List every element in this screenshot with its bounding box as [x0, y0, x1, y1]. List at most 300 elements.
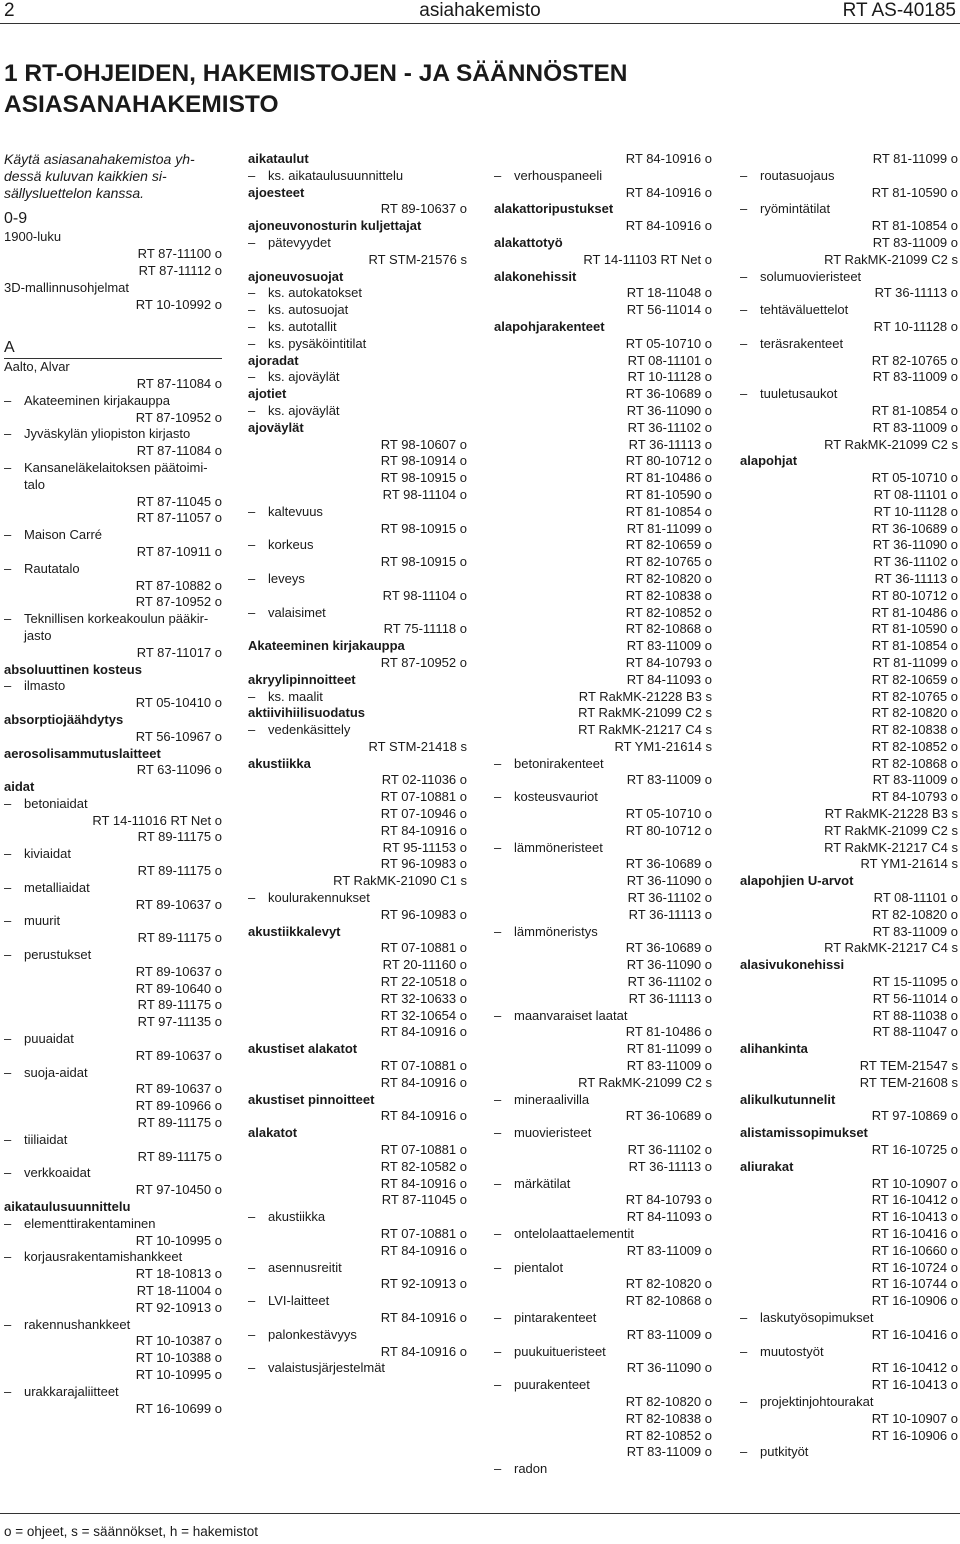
- index-heading: alihankinta: [740, 1041, 808, 1057]
- reference-code: RT 84-10916 o: [380, 1175, 467, 1191]
- reference-code: RT 36-11090 o: [872, 537, 958, 553]
- index-heading: ajoneuvonosturin kuljettajat: [248, 218, 422, 234]
- reference-code: RT 81-10590 o: [871, 621, 958, 637]
- reference-code: RT 36-11113 o: [628, 906, 712, 922]
- reference-code: RT TEM-21608 s: [859, 1074, 958, 1090]
- index-heading: absoluuttinen kosteus: [4, 661, 142, 677]
- intro-text: sällysluettelon kanssa.: [4, 184, 145, 201]
- index-heading: alikulkutunnelit: [740, 1091, 836, 1107]
- index-subentry: – metalliaidat: [4, 880, 222, 897]
- reference-code: RT 22-10518 o: [380, 974, 467, 990]
- reference-code: RT RakMK-21217 C4 s: [578, 722, 712, 738]
- reference-code: RT 83-11009 o: [626, 772, 712, 788]
- reference-code: RT 89-10637 o: [135, 963, 222, 979]
- reference-code: RT 84-10916 o: [380, 1343, 467, 1359]
- index-subentry: – lämmöneristys: [494, 924, 712, 941]
- reference-code: RT 36-10689 o: [625, 1108, 712, 1124]
- index-subentry: – perustukset: [4, 947, 222, 964]
- index-subentry: – palonkestävyys: [248, 1327, 467, 1344]
- reference-code: RT 84-10793 o: [871, 789, 958, 805]
- index-subentry: – kosteusvauriot: [494, 789, 712, 806]
- reference-code: RT 81-10854 o: [871, 638, 958, 654]
- reference-code: RT 36-11090 o: [626, 873, 712, 889]
- index-heading: alakonehissit: [494, 268, 577, 284]
- reference-code: RT 82-10852 o: [625, 604, 712, 620]
- reference-code: RT 82-10852 o: [871, 738, 958, 754]
- reference-code: RT 89-10640 o: [135, 980, 222, 996]
- reference-code: RT 81-10590 o: [871, 184, 958, 200]
- reference-code: RT RakMK-21099 C2 s: [824, 822, 958, 838]
- reference-code: RT 56-10967 o: [135, 728, 222, 744]
- index-subentry: – suoja-aidat: [4, 1065, 222, 1082]
- reference-code: RT 36-11090 o: [626, 1360, 712, 1376]
- reference-code: RT 87-11112 o: [138, 262, 222, 278]
- reference-code: RT 10-11128 o: [873, 318, 958, 334]
- index-heading: alakattotyö: [494, 234, 563, 250]
- index-heading: akustiikka: [248, 755, 311, 771]
- index-heading: ajotiet: [248, 386, 287, 402]
- index-subentry: – laskutyösopimukset: [740, 1310, 958, 1327]
- reference-code: RT 07-10881 o: [380, 1058, 467, 1074]
- reference-code: RT 81-10486 o: [625, 470, 712, 486]
- reference-code: RT 82-10659 o: [871, 671, 958, 687]
- reference-code: RT 84-11093 o: [626, 671, 712, 687]
- reference-code: RT 84-11093 o: [626, 1209, 712, 1225]
- reference-code: RT 08-11101 o: [627, 352, 712, 368]
- reference-code: RT 15-11095 o: [872, 974, 958, 990]
- index-subentry: – tehtäväluettelot: [740, 302, 958, 319]
- reference-code: RT RakMK-21217 C4 s: [824, 839, 958, 855]
- index-continuation: jasto: [24, 627, 52, 643]
- index-heading: absorptiojäähdytys: [4, 711, 124, 727]
- reference-code: RT 16-10660 o: [871, 1242, 958, 1258]
- index-subentry: – ks. autotallit: [248, 319, 467, 336]
- index-subentry: – betoniaidat: [4, 796, 222, 813]
- reference-code: RT 16-10416 o: [871, 1326, 958, 1342]
- reference-code: RT 18-11048 o: [626, 285, 712, 301]
- reference-code: RT 82-10765 o: [625, 554, 712, 570]
- reference-code: RT 81-11099 o: [626, 1041, 712, 1057]
- reference-code: RT 89-11175 o: [137, 997, 222, 1013]
- document-code: RT AS-40185: [842, 0, 956, 21]
- reference-code: RT YM1-21614 s: [614, 738, 712, 754]
- reference-code: RT 87-11017 o: [136, 644, 222, 660]
- index-heading: alakatot: [248, 1125, 298, 1141]
- reference-code: RT 63-11096 o: [136, 762, 222, 778]
- reference-code: RT 18-11004 o: [136, 1283, 222, 1298]
- title-line: ASIASANAHAKEMISTO: [4, 91, 279, 118]
- reference-code: RT 36-11113 o: [874, 285, 958, 301]
- reference-code: RT 98-11104 o: [382, 486, 467, 502]
- reference-code: RT 82-10838 o: [625, 1410, 712, 1426]
- reference-code: RT 16-10413 o: [871, 1209, 958, 1225]
- reference-code: RT STM-21418 s: [368, 738, 467, 754]
- intro-text: dessä kuluvan kaikkien si-: [4, 167, 167, 184]
- index-heading: aktiivihiilisuodatus: [248, 705, 366, 721]
- index-subentry: – ks. autosuojat: [248, 302, 467, 319]
- reference-code: RT 87-11084 o: [136, 375, 222, 391]
- reference-code: RT 92-10913 o: [380, 1276, 467, 1292]
- index-subentry: – ks. maalit: [248, 689, 467, 706]
- reference-code: RT 10-10907 o: [871, 1410, 958, 1426]
- reference-code: RT 82-10852 o: [625, 1427, 712, 1443]
- reference-code: RT 36-11113 o: [628, 990, 712, 1006]
- footer-rule: [0, 1513, 960, 1514]
- index-column-2: [248, 151, 467, 1377]
- reference-code: RT 14-11016 RT Net o: [92, 812, 222, 828]
- index-column-4: [740, 151, 958, 1461]
- index-subentry: – putkityöt: [740, 1444, 958, 1461]
- reference-code: RT 87-10911 o: [136, 543, 222, 559]
- reference-code: RT 98-10607 o: [380, 436, 467, 452]
- reference-code: RT 96-10983 o: [380, 906, 467, 922]
- index-heading: akustiset alakatot: [248, 1041, 358, 1057]
- reference-code: RT 84-10793 o: [625, 1192, 712, 1208]
- reference-code: RT 82-10582 o: [380, 1158, 467, 1174]
- reference-code: RT 87-11100 o: [137, 246, 222, 262]
- reference-code: RT 16-10724 o: [871, 1259, 958, 1275]
- index-heading: alapohjat: [740, 453, 798, 469]
- index-subentry: – radon: [494, 1461, 712, 1478]
- reference-code: RT 16-10412 o: [871, 1360, 958, 1376]
- index-subentry: – puukuitueristeet: [494, 1344, 712, 1361]
- index-subentry: – leveys: [248, 571, 467, 588]
- reference-code: RT 89-11175 o: [137, 1115, 222, 1131]
- index-subentry: – kaltevuus: [248, 504, 467, 521]
- reference-code: RT 36-11102 o: [627, 1142, 712, 1158]
- reference-code: RT 83-11009 o: [626, 1326, 712, 1342]
- index-heading: alapohjarakenteet: [494, 318, 605, 334]
- index-subentry: – ryömintätilat: [740, 201, 958, 218]
- index-subentry: – betonirakenteet: [494, 756, 712, 773]
- reference-code: RT 83-11009 o: [626, 1058, 712, 1074]
- reference-code: RT 36-11090 o: [626, 957, 712, 973]
- index-subentry: – ks. ajoväylät: [248, 369, 467, 386]
- index-heading: aerosolisammutuslaitteet: [4, 745, 161, 761]
- index-heading: aidat: [4, 779, 35, 795]
- reference-code: RT 87-11045 o: [136, 493, 222, 509]
- index-heading: alapohjien U-arvot: [740, 873, 854, 889]
- reference-code: RT 81-11099 o: [626, 520, 712, 536]
- index-subentry: – ks. ajoväylät: [248, 403, 467, 420]
- reference-code: RT 07-10946 o: [380, 806, 467, 822]
- index-subentry: – ks. pysäköintitilat: [248, 336, 467, 353]
- reference-code: RT 89-11175 o: [137, 829, 222, 845]
- reference-code: RT 82-10838 o: [625, 587, 712, 603]
- reference-code: RT 80-10712 o: [625, 453, 712, 469]
- index-heading: alistamissopimukset: [740, 1125, 868, 1141]
- reference-code: RT 10-11128 o: [627, 369, 712, 385]
- index-subentry: – muurit: [4, 913, 222, 930]
- reference-code: RT 56-11014 o: [872, 990, 958, 1006]
- reference-code: RT 89-10966 o: [135, 1098, 222, 1114]
- reference-code: RT RakMK-21099 C2 s: [578, 705, 712, 721]
- reference-code: RT 96-10983 o: [380, 856, 467, 872]
- intro-text: Käytä asiasanahakemistoa yh-: [4, 151, 195, 167]
- page-header: [0, 0, 960, 22]
- reference-code: RT 82-10820 o: [871, 906, 958, 922]
- reference-code: RT 83-11009 o: [872, 369, 958, 385]
- reference-code: RT 89-10637 o: [135, 1081, 222, 1097]
- index-heading: ajoväylät: [248, 419, 304, 435]
- page-title: [4, 58, 627, 120]
- reference-code: RT 84-10916 o: [625, 218, 712, 234]
- index-subentry: – ilmasto: [4, 678, 222, 695]
- reference-code: RT 36-11102 o: [627, 974, 712, 990]
- index-continuation: talo: [24, 476, 45, 492]
- reference-code: RT 80-10712 o: [625, 822, 712, 838]
- index-heading: aikataulusuunnittelu: [4, 1199, 131, 1215]
- reference-code: RT 08-11101 o: [873, 890, 958, 906]
- index-heading: aliurakat: [740, 1158, 794, 1174]
- reference-code: RT 07-10881 o: [380, 940, 467, 956]
- reference-code: RT 81-11099 o: [872, 151, 958, 166]
- reference-code: RT 16-10412 o: [871, 1192, 958, 1208]
- reference-code: RT 16-10725 o: [871, 1142, 958, 1158]
- header-section-title: asiahakemisto: [419, 0, 541, 21]
- reference-code: RT 82-10820 o: [625, 570, 712, 586]
- index-heading: Akateeminen kirjakauppa: [248, 638, 405, 654]
- reference-code: RT 05-10710 o: [625, 806, 712, 822]
- reference-code: RT 98-11104 o: [382, 587, 467, 603]
- reference-code: RT 83-11009 o: [626, 1444, 712, 1460]
- reference-code: RT 81-10590 o: [625, 486, 712, 502]
- reference-code: RT 05-10410 o: [135, 695, 222, 711]
- index-heading: 3D-mallinnusohjelmat: [4, 279, 129, 295]
- reference-code: RT 36-11102 o: [627, 890, 712, 906]
- reference-code: RT 87-10952 o: [380, 654, 467, 670]
- reference-code: RT 16-10413 o: [871, 1377, 958, 1393]
- reference-code: RT 88-11047 o: [872, 1024, 958, 1040]
- reference-code: RT 10-10387 o: [135, 1333, 222, 1349]
- reference-code: RT 84-10916 o: [380, 1242, 467, 1258]
- index-subentry: – teräsrakenteet: [740, 336, 958, 353]
- index-subentry: – solumuovieristeet: [740, 269, 958, 286]
- reference-code: RT 32-10633 o: [380, 990, 467, 1006]
- index-subentry: – maanvaraiset laatat: [494, 1008, 712, 1025]
- reference-code: RT 16-10416 o: [871, 1226, 958, 1241]
- reference-code: RT 89-11175 o: [137, 863, 222, 879]
- reference-code: RT 82-10765 o: [871, 352, 958, 368]
- reference-code: RT STM-21576 s: [368, 251, 467, 267]
- reference-code: RT 82-10765 o: [871, 688, 958, 704]
- reference-code: RT 81-10854 o: [871, 218, 958, 234]
- legend-footnote: o = ohjeet, s = säännökset, h = hakemistot: [4, 1524, 259, 1539]
- reference-code: RT 92-10913 o: [135, 1299, 222, 1315]
- reference-code: RT 84-10793 o: [625, 654, 712, 670]
- reference-code: RT 97-10450 o: [135, 1182, 222, 1198]
- spacer: [4, 313, 222, 330]
- reference-code: RT 16-10699 o: [135, 1400, 222, 1416]
- reference-code: RT 82-10868 o: [625, 621, 712, 637]
- index-subentry: – pintarakenteet: [494, 1310, 712, 1327]
- reference-code: RT 82-10838 o: [871, 722, 958, 738]
- reference-code: RT 81-10854 o: [625, 503, 712, 519]
- reference-code: RT YM1-21614 s: [860, 856, 958, 872]
- page-number: 2: [4, 0, 15, 21]
- reference-code: RT 83-11009 o: [872, 234, 958, 250]
- index-subentry: – Akateeminen kirjakauppa: [4, 393, 222, 410]
- index-heading: ajoradat: [248, 352, 299, 368]
- reference-code: RT RakMK-21228 B3 s: [578, 688, 712, 704]
- reference-code: RT 84-10916 o: [380, 1108, 467, 1124]
- reference-code: RT 89-10637 o: [135, 1047, 222, 1063]
- index-subentry: – koulurakennukset: [248, 890, 467, 907]
- reference-code: RT 36-10689 o: [625, 856, 712, 872]
- reference-code: RT 83-11009 o: [872, 923, 958, 939]
- reference-code: RT 36-10689 o: [625, 386, 712, 402]
- reference-code: RT 10-10992 o: [135, 296, 222, 312]
- header-rule: [0, 23, 960, 24]
- reference-code: RT 87-11084 o: [136, 443, 222, 459]
- title-line: 1 RT-OHJEIDEN, HAKEMISTOJEN - JA SÄÄNNÖSTEN: [4, 60, 628, 87]
- reference-code: RT RakMK-21099 C2 s: [824, 251, 958, 267]
- reference-code: RT 07-10881 o: [380, 1226, 467, 1241]
- index-subentry: – pientalot: [494, 1260, 712, 1277]
- reference-code: RT 16-10906 o: [871, 1427, 958, 1443]
- reference-code: RT 14-11103 RT Net o: [583, 251, 712, 267]
- index-subentry: – Maison Carré: [4, 527, 222, 544]
- section-letter: A: [4, 330, 222, 359]
- index-heading: akryylipinnoitteet: [248, 671, 356, 687]
- index-subentry: – muovieristeet: [494, 1125, 712, 1142]
- reference-code: RT 10-11128 o: [873, 503, 958, 519]
- index-subentry: – puurakenteet: [494, 1377, 712, 1394]
- reference-code: RT 32-10654 o: [380, 1007, 467, 1023]
- reference-code: RT 36-11090 o: [626, 402, 712, 418]
- index-heading: ajoneuvosuojat: [248, 268, 344, 284]
- reference-code: RT 36-11113 o: [874, 570, 958, 586]
- reference-code: RT 20-11160 o: [382, 957, 467, 973]
- index-subentry: – Rautatalo: [4, 561, 222, 578]
- index-subentry: – verkkoaidat: [4, 1165, 222, 1182]
- section-letter: 0-9: [4, 210, 28, 228]
- reference-code: RT 98-10915 o: [380, 520, 467, 536]
- reference-code: RT 89-10637 o: [135, 896, 222, 912]
- index-subentry: – routasuojaus: [740, 168, 958, 185]
- reference-code: RT 87-10952 o: [135, 594, 222, 610]
- reference-code: RT 18-10813 o: [135, 1266, 222, 1282]
- index-subentry: – asennusreitit: [248, 1260, 467, 1277]
- reference-code: RT 84-10916 o: [625, 184, 712, 200]
- reference-code: RT RakMK-21090 C1 s: [333, 873, 467, 889]
- reference-code: RT 82-10820 o: [625, 1276, 712, 1292]
- index-heading: alakattoripustukset: [494, 201, 614, 217]
- index-subentry: – muutostyöt: [740, 1344, 958, 1361]
- reference-code: RT 36-11102 o: [627, 419, 712, 435]
- reference-code: RT 36-11113 o: [628, 436, 712, 452]
- index-subentry: – kiviaidat: [4, 846, 222, 863]
- reference-code: RT TEM-21547 s: [859, 1058, 958, 1074]
- reference-code: RT 36-10689 o: [871, 520, 958, 536]
- reference-code: RT 16-10744 o: [871, 1276, 958, 1292]
- reference-code: RT 84-10916 o: [625, 151, 712, 166]
- reference-code: RT 83-11009 o: [872, 772, 958, 788]
- index-column-1: [4, 151, 222, 1417]
- reference-code: RT 10-10995 o: [135, 1366, 222, 1382]
- reference-code: RT 07-10881 o: [380, 1142, 467, 1158]
- reference-code: RT 87-10952 o: [135, 409, 222, 425]
- reference-code: RT 36-10689 o: [625, 940, 712, 956]
- reference-code: RT 98-10914 o: [380, 453, 467, 469]
- index-subentry: – akustiikka: [248, 1209, 467, 1226]
- reference-code: RT 81-11099 o: [872, 654, 958, 670]
- reference-code: RT 82-10820 o: [871, 705, 958, 721]
- index-subentry: – mineraalivilla: [494, 1092, 712, 1109]
- index-heading: akustiset pinnoitteet: [248, 1091, 375, 1107]
- index-subentry: – puuaidat: [4, 1031, 222, 1048]
- reference-code: RT 97-11135 o: [137, 1014, 222, 1030]
- reference-code: RT RakMK-21099 C2 s: [824, 436, 958, 452]
- reference-code: RT 95-11153 o: [382, 839, 467, 855]
- index-subentry: – Kansaneläkelaitoksen päätoimi-: [4, 460, 222, 477]
- reference-code: RT 87-11057 o: [136, 510, 222, 526]
- reference-code: RT RakMK-21099 C2 s: [578, 1074, 712, 1090]
- index-column-3: [494, 151, 712, 1478]
- reference-code: RT 36-11113 o: [628, 1158, 712, 1174]
- reference-code: RT RakMK-21228 B3 s: [824, 806, 958, 822]
- index-subentry: – tuuletusaukot: [740, 386, 958, 403]
- index-subentry: – korjausrakentamishankkeet: [4, 1249, 222, 1266]
- index-heading: 1900-luku: [4, 229, 62, 245]
- reference-code: RT 81-10486 o: [871, 604, 958, 620]
- index-subentry: – valaistusjärjestelmät: [248, 1360, 467, 1377]
- reference-code: RT 89-11175 o: [137, 1148, 222, 1164]
- reference-code: RT 89-11175 o: [137, 930, 222, 946]
- reference-code: RT 02-11036 o: [381, 772, 467, 788]
- reference-code: RT 84-10916 o: [380, 1024, 467, 1040]
- reference-code: RT 10-10388 o: [135, 1350, 222, 1366]
- reference-code: RT 80-10712 o: [871, 587, 958, 603]
- reference-code: RT 08-11101 o: [873, 486, 958, 502]
- index-heading: Aalto, Alvar: [4, 359, 70, 375]
- reference-code: RT 75-11118 o: [383, 621, 467, 637]
- reference-code: RT 83-11009 o: [872, 419, 958, 435]
- reference-code: RT 84-10916 o: [380, 822, 467, 838]
- index-subentry: – tiiliaidat: [4, 1132, 222, 1149]
- reference-code: RT 10-10995 o: [135, 1232, 222, 1248]
- reference-code: RT 84-10916 o: [380, 1074, 467, 1090]
- reference-code: RT 97-10869 o: [871, 1108, 958, 1124]
- index-heading: akustiikkalevyt: [248, 923, 341, 939]
- index-subentry: – lämmöneristeet: [494, 840, 712, 857]
- reference-code: RT 88-11038 o: [872, 1007, 958, 1023]
- reference-code: RT 07-10881 o: [380, 789, 467, 805]
- reference-code: RT 87-10882 o: [135, 577, 222, 593]
- reference-code: RT 10-10907 o: [871, 1175, 958, 1191]
- index-subentry: – ontelolaattaelementit: [494, 1226, 712, 1243]
- reference-code: RT 81-10854 o: [871, 402, 958, 418]
- reference-code: RT 89-10637 o: [380, 201, 467, 217]
- index-heading: alasivukonehissi: [740, 957, 845, 973]
- index-subentry: – pätevyydet: [248, 235, 467, 252]
- reference-code: RT 05-10710 o: [871, 470, 958, 486]
- reference-code: RT 82-10659 o: [625, 537, 712, 553]
- index-subentry: – elementtirakentaminen: [4, 1216, 222, 1233]
- index-subentry: – verhouspaneeli: [494, 168, 712, 185]
- reference-code: RT 82-10868 o: [625, 1293, 712, 1309]
- index-subentry: – valaisimet: [248, 605, 467, 622]
- reference-code: RT RakMK-21217 C4 s: [824, 940, 958, 956]
- index-subentry: – Jyväskylän yliopiston kirjasto: [4, 426, 222, 443]
- reference-code: RT 36-11102 o: [873, 554, 958, 570]
- index-heading: aikataulut: [248, 151, 309, 166]
- reference-code: RT 84-10916 o: [380, 1309, 467, 1325]
- index-subentry: – LVI-laitteet: [248, 1293, 467, 1310]
- reference-code: RT 83-11009 o: [626, 1242, 712, 1258]
- reference-code: RT 98-10915 o: [380, 470, 467, 486]
- index-subentry: – rakennushankkeet: [4, 1317, 222, 1334]
